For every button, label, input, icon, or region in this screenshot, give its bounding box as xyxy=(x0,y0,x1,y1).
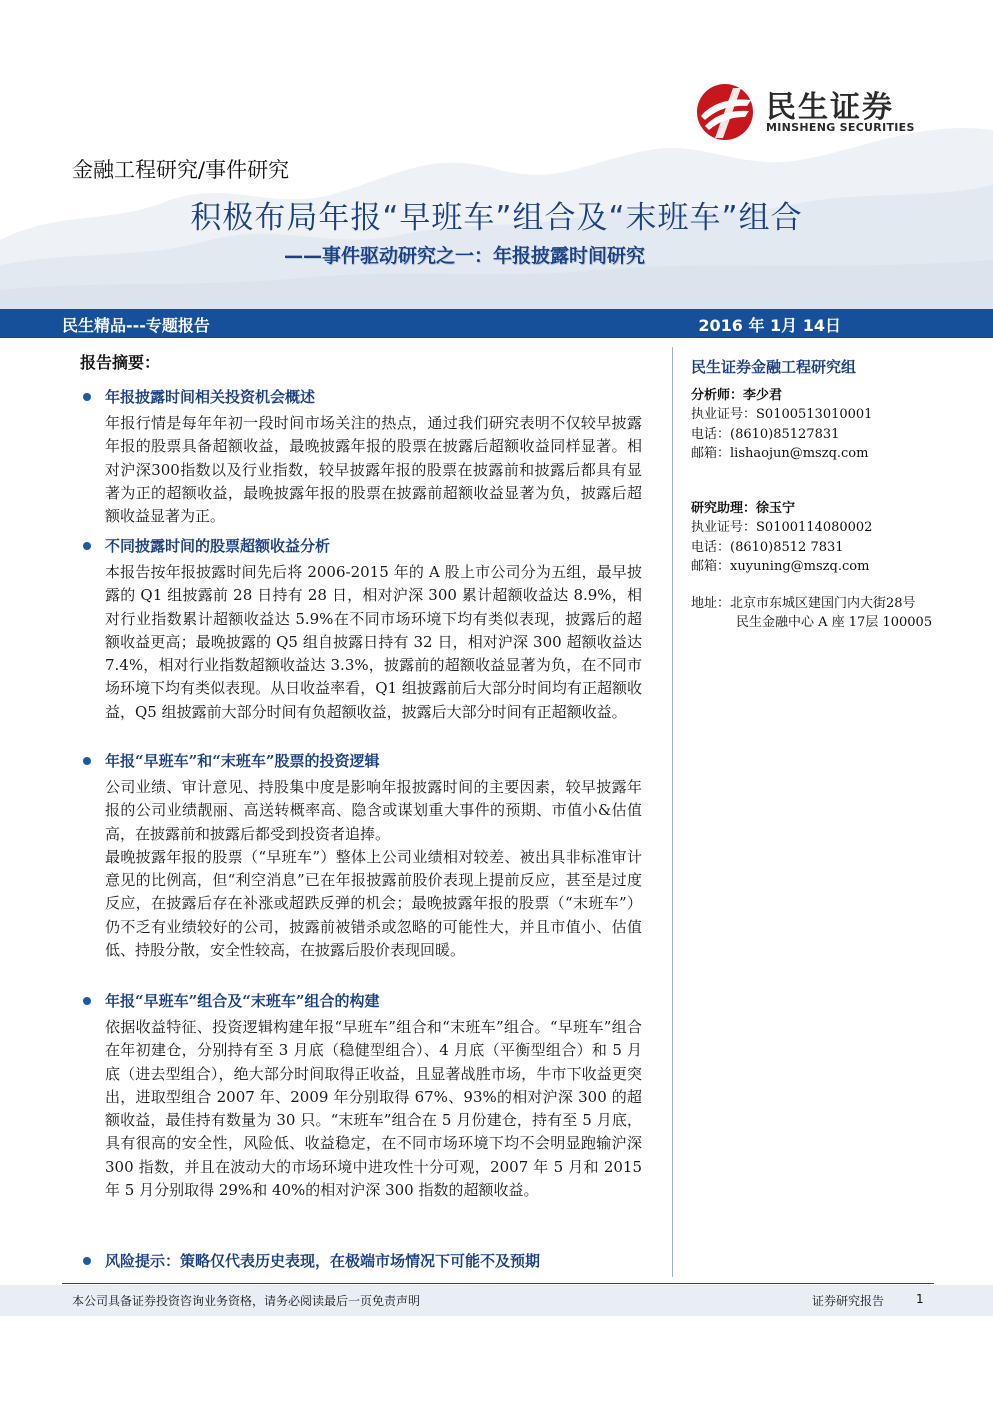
report-subtitle: ——事件驱动研究之一：年报披露时间研究 xyxy=(284,245,646,267)
logo-name-en: MINSHENG SECURITIES xyxy=(766,121,915,134)
address-info xyxy=(691,594,932,633)
address-row: 地址：北京市东城区建国门内大街28号 xyxy=(691,596,916,611)
address-line-1: 北京市东城区建国门内大街28号 xyxy=(730,596,916,611)
footer-disclaimer: 本公司具备证券投资咨询业务资格，请务必阅读最后一页免责声明 xyxy=(72,1294,421,1308)
analyst-cert-row: 执业证号：S0100513010001 xyxy=(691,407,873,423)
summary-section xyxy=(80,534,642,724)
section-paragraph: 本报告按年报披露时间先后将 2006-2015 年的 A 股上市公司分为五组，最早披露的 Q1 组披露前 28 日持有 28 日，相对沪深 300 累计超额收益达 8.9%，相对行业指数累计超额收益达 5.9%在不同市场环境下均有类似表现，披露后的超额收益更高；最晚披露的 Q5 组自披露日持有 32 日，相对沪深 300 超额收益达 7.4%，相对行业指数超额收益达 3.3%，披露前的超额收益显著为负，在不同市场环境下均有类似表现。从日收益率看，Q1 组披露前后大部分时间均有正超额收益，Q5 组披露前大部分时间有负超额收益，披露后大部分时间有正超额收益。 xyxy=(105,563,642,721)
analyst-mail-row: 邮箱：lishaojun@mszq.com xyxy=(691,446,869,462)
assistant-name-row: 研究助理：徐玉宁 xyxy=(691,501,796,516)
risk-text: 风险提示：策略仅代表历史表现，在极端市场情况下可能不及预期 xyxy=(105,1252,541,1270)
assistant-cert: S0100114080002 xyxy=(756,520,873,536)
assistant-tel-row: 电话：(8610)8512 7831 xyxy=(691,539,844,555)
bullet-icon xyxy=(83,997,91,1005)
summary-section xyxy=(80,989,642,1202)
bullet-icon xyxy=(83,1257,91,1265)
bullet-icon xyxy=(83,542,91,550)
section-heading xyxy=(80,749,642,773)
report-title: 积极布局年报“早班车”组合及“末班车”组合 xyxy=(190,200,803,236)
assistant-name: 徐玉宁 xyxy=(756,501,796,516)
section-paragraph: 公司业绩、审计意见、持股集中度是影响年报披露时间的主要因素，较早披露年报的公司业绩靓丽、高送转概率高、隐含或谋划重大事件的预期、市值小&估值高，在披露前和披露后都受到投资者追捧。 xyxy=(105,778,642,843)
logo-name-cn: 民生证券 xyxy=(766,90,894,125)
report-banner xyxy=(0,309,993,338)
column-divider xyxy=(672,347,673,1277)
risk-heading xyxy=(80,1249,540,1273)
analyst-info xyxy=(691,386,872,464)
assistant-info xyxy=(691,499,872,577)
page-number: 1 xyxy=(916,1292,924,1306)
section-heading-text: 年报“早班车”和“末班车”股票的投资逻辑 xyxy=(105,752,380,770)
summary-section xyxy=(80,749,642,962)
summary-title: 报告摘要： xyxy=(80,353,161,372)
analyst-name-row: 分析师：李少君 xyxy=(691,388,783,403)
footer-report-type: 证券研究报告 xyxy=(812,1294,885,1308)
report-type-label: 民生精品---专题报告 xyxy=(62,316,210,335)
assistant-email[interactable]: xuyuning@mszq.com xyxy=(730,559,870,575)
footer-divider xyxy=(62,1283,934,1284)
analyst-email[interactable]: lishaojun@mszq.com xyxy=(730,446,869,462)
section-paragraph: 年报行情是每年年初一段时间市场关注的热点，通过我们研究表明不仅较早披露年报的股票具备超额收益，最晚披露年报的股票在披露后超额收益同样显著。相对沪深300指数以及行业指数，较早披露年报的股票在披露前和披露后都具有显著为正的超额收益，最晚披露年报的股票在披露前超额收益显著为负，披露后超额收益显著为正。 xyxy=(105,414,642,526)
analyst-name: 李少君 xyxy=(743,388,783,403)
address-line-2: 民生金融中心 A 座 17层 100005 xyxy=(736,615,933,631)
assistant-cert-row: 执业证号：S0100114080002 xyxy=(691,520,873,536)
bullet-icon xyxy=(83,393,91,401)
section-paragraph: 依据收益特征、投资逻辑构建年报“早班车”组合和“末班车”组合。“早班车”组合在年初建仓，分别持有至 3 月底（稳健型组合）、4 月底（平衡型组合）和 5 月底（进去型组合），绝大部分时间取得正收益，且显著战胜市场，牛市下收益更突出，进取型组合 2007 年、2009 年分别取得 67%、93%的相对沪深 300 的超额收益，最佳持有数量为 30 只。“末班车”组合在 5 月份建仓，持有至 5 月底，具有很高的安全性，风险低、收益稳定，在不同市场环境下均不会明显跑输沪深 300 指数，并且在波动大的市场环境中进攻性十分可观，2007 年 5 月和 2015 年 5 月分别取得 29%和 40%的相对沪深 300 指数的超额收益。 xyxy=(105,1018,642,1200)
risk-warning xyxy=(80,1249,540,1273)
section-heading-text: 年报披露时间相关投资机会概述 xyxy=(105,388,316,406)
assistant-tel: (8610)8512 7831 xyxy=(730,539,844,555)
bullet-icon xyxy=(83,757,91,765)
assistant-mail-row: 邮箱：xuyuning@mszq.com xyxy=(691,559,870,575)
report-category: 金融工程研究/事件研究 xyxy=(72,158,290,182)
analyst-cert: S0100513010001 xyxy=(756,407,873,423)
section-heading-text: 不同披露时间的股票超额收益分析 xyxy=(105,537,331,555)
analyst-tel-row: 电话：(8610)85127831 xyxy=(691,426,840,442)
section-heading xyxy=(80,534,642,558)
research-group-title: 民生证券金融工程研究组 xyxy=(691,358,857,376)
analyst-tel: (8610)85127831 xyxy=(730,426,840,442)
summary-section xyxy=(80,385,642,528)
section-heading xyxy=(80,385,642,409)
report-date: 2016 年 1月 14日 xyxy=(698,316,841,335)
section-heading-text: 年报“早班车”组合及“末班车”组合的构建 xyxy=(105,992,380,1010)
section-heading xyxy=(80,989,642,1013)
section-paragraph: 最晚披露年报的股票（“早班车”）整体上公司业绩相对较差、被出具非标准审计意见的比例高，但“利空消息”已在年报披露前股价表现上提前反应，甚至是过度反应，在披露后存在补涨或超跌反弹的机会；最晚披露年报的股票（“末班车”）仍不乏有业绩较好的公司，披露前被错杀或忽略的可能性大，并且市值小、估值低、持股分散，安全性较高，在披露后股价表现回暖。 xyxy=(105,847,642,960)
